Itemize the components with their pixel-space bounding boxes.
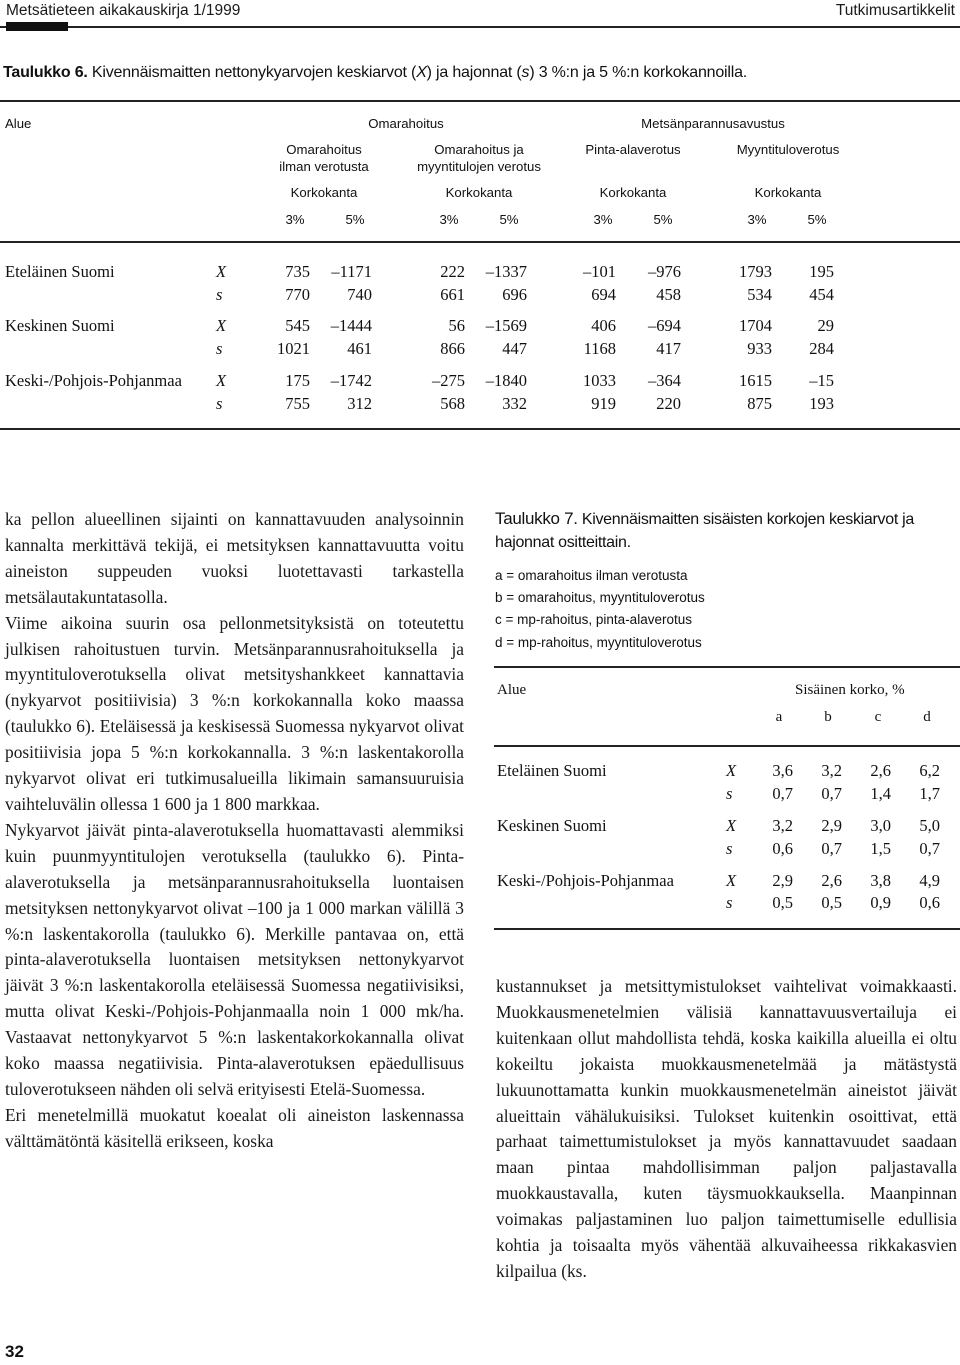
table6-cell: 56 [448, 316, 465, 335]
table7-cell: 2,6 [821, 871, 842, 890]
table6-cell: –1444 [330, 316, 372, 335]
table6-cell: 933 [747, 339, 772, 358]
table6-cell: –976 [648, 262, 681, 281]
table7-legend-item: c = mp-rahoitus, pinta-alaverotus [495, 612, 692, 627]
table6-cell: –1569 [485, 316, 527, 335]
table6-header-group2: Metsänparannusavustus [641, 116, 785, 131]
table7-cell: 1,7 [919, 784, 940, 803]
table7-stat: X [726, 816, 737, 835]
header-rule [0, 26, 960, 28]
table6-cell: 193 [809, 394, 834, 413]
right-column-text [496, 974, 957, 1285]
paragraph: kustannukset ja metsittymistulokset vaihtelivat voimakkaasti. Muokkausmenetelmien välisiä kannattavuusvertailuja ei kuitenkaan ollut mahdollista tehdä, koska kaikilla alueilla ei oltu kokeiltu jokaista muokkausmenetelmää ja mätästystä lukuunottamatta kunkin muokkausmenetelmän aineistot jäivät alueittain vähälukuisiksi. Tulokset kuitenkin osoittivat, että parhaat taimettumistulokset ja myös kannattavuudet saadaan maan pintaa mahdollisimman paljon paljastavalla muokkaustavalla, kuten täysmuokkauksella. Maanpinnan voimakas paljastaminen luo paljon taimettumiselle edullisia kohtia ja toisaalta myös vähentää alkuvaiheessa rikkakasvien kilpailua (ks. [496, 976, 957, 1281]
table6-rate: 5% [499, 212, 519, 227]
table7-header-rule [494, 745, 960, 747]
table6-rate: 5% [653, 212, 673, 227]
table6-rate: 5% [345, 212, 365, 227]
table6-cell: 1704 [739, 316, 772, 335]
table7-cell: 2,6 [870, 761, 891, 780]
page-number: 32 [5, 1342, 24, 1361]
table7-caption [495, 507, 957, 554]
table6-cell: 1615 [739, 371, 772, 390]
table6-caption-part3: ) 3 %:n ja 5 %:n korkokannoilla. [529, 64, 748, 81]
table7-cell: 3,8 [870, 871, 891, 890]
table6-cell: 220 [656, 394, 681, 413]
table7-header-group: Sisäinen korko, % [795, 682, 905, 698]
table6-korkokanta-2: Korkokanta [445, 185, 513, 200]
table6-caption-s: s [521, 64, 530, 81]
table7-cell: 3,2 [772, 816, 793, 835]
table6-cell: 866 [440, 339, 465, 358]
table7-header-col: c [874, 709, 882, 725]
section-label: Tutkimusartikkelit [835, 2, 955, 19]
table6-cell: 1021 [277, 339, 310, 358]
table7-caption-lead: Taulukko 7. [495, 509, 578, 528]
table6-stat: s [216, 394, 223, 413]
table7-cell: 4,9 [919, 871, 940, 890]
table6-cell: 875 [747, 394, 772, 413]
table6-cell: 417 [656, 339, 681, 358]
table7-header-col: a [775, 709, 783, 725]
table6-cell: 175 [285, 371, 310, 390]
table6-cell: 284 [809, 339, 834, 358]
paragraph: ka pellon alueellinen sijainti on kannattavuuden analysoinnin kannalta merkittävä tekijä, ei metsityksen kannattavuutta voitu aineiston suppeuden vuoksi luotettavasti tarkastella metsälautakuntatasolla. [5, 509, 464, 607]
table6-rate: 3% [285, 212, 305, 227]
table6-stat: s [216, 339, 223, 358]
table6-cell: –694 [648, 316, 681, 335]
table6-cell: 29 [817, 316, 834, 335]
table7-cell: 0,7 [821, 839, 842, 858]
table6-cell: –364 [648, 371, 681, 390]
table7-header-alue: Alue [497, 682, 527, 698]
table6-rate: 5% [807, 212, 827, 227]
table7-cell: 0,6 [919, 893, 940, 912]
table7-stat: s [726, 784, 733, 803]
table6-caption-part1: Kivennäismaitten nettonykyarvojen keskiarvot ( [87, 64, 417, 81]
table7-cell: 0,9 [870, 893, 891, 912]
table7-region: Keskinen Suomi [497, 816, 607, 835]
table6-cell: –101 [583, 262, 616, 281]
table6-sub2-line2: myyntitulojen verotus [417, 159, 541, 174]
table7-cell: 2,9 [772, 871, 793, 890]
table7-cell: 0,6 [772, 839, 793, 858]
table6-rate: 3% [747, 212, 767, 227]
table6-cell: –1337 [485, 262, 527, 281]
table6-cell: –15 [809, 371, 834, 390]
table6-cell: 919 [591, 394, 616, 413]
table6-rate: 3% [439, 212, 459, 227]
table6-sub1-line1: Omarahoitus [286, 142, 362, 157]
table6-cell: 1793 [739, 262, 772, 281]
table7-cell: 6,2 [919, 761, 940, 780]
table6-header-alue: Alue [5, 116, 32, 131]
table6-cell: 545 [285, 316, 310, 335]
table7-cell: 3,2 [821, 761, 842, 780]
table7-cell: 2,9 [821, 816, 842, 835]
table7-cell: 1,5 [870, 839, 891, 858]
table6-top-rule [0, 100, 960, 102]
table6-header-rule [0, 241, 960, 243]
table7-legend-item: b = omarahoitus, myyntituloverotus [495, 590, 705, 605]
table6-cell: 735 [285, 262, 310, 281]
table7-cell: 0,5 [821, 893, 842, 912]
table6-cell: 332 [502, 394, 527, 413]
table7-cell: 0,7 [821, 784, 842, 803]
table6-cell: 454 [809, 285, 834, 304]
table7-header-col: d [923, 709, 931, 725]
table6-caption-lead: Taulukko 6. [3, 64, 88, 81]
table6-stat: X [216, 316, 227, 335]
table7-cell: 0,7 [772, 784, 793, 803]
table6-cell: 312 [347, 394, 372, 413]
table6-korkokanta-4: Korkokanta [754, 185, 822, 200]
table7-cell: 5,0 [919, 816, 940, 835]
table6-cell: 755 [285, 394, 310, 413]
table6-sub1-line2: ilman verotusta [279, 159, 369, 174]
table6-cell: 461 [347, 339, 372, 358]
table7-top-rule [494, 666, 960, 668]
table6-region: Keskinen Suomi [5, 316, 115, 335]
table7-cell: 3,6 [772, 761, 793, 780]
table6-sub2-line1: Omarahoitus ja [434, 142, 524, 157]
table6-caption [3, 64, 747, 82]
table7-stat: X [726, 871, 737, 890]
table7-legend-item: a = omarahoitus ilman verotusta [495, 568, 688, 583]
table6-region: Eteläinen Suomi [5, 262, 115, 281]
table6-korkokanta-1: Korkokanta [290, 185, 358, 200]
table6-caption-x: X [416, 64, 427, 81]
table6-stat: X [216, 371, 227, 390]
table6-stat: s [216, 285, 223, 304]
table6-cell: 740 [347, 285, 372, 304]
table6-sub4: Myyntituloverotus [736, 142, 840, 157]
table6-cell: –1840 [485, 371, 527, 390]
table6-region: Keski-/Pohjois-Pohjanmaa [5, 371, 182, 390]
table6-rate: 3% [593, 212, 613, 227]
paragraph: Nykyarvot jäivät pinta-alaverotuksella huomattavasti alemmiksi kuin puunmyyntitulojen verotuksella (taulukko 6). Pinta-alaverotuksella ja metsänparannusrahoituksella luontaisen metsityksen nettonykyarvot olivat –100 ja 1 000 markan välillä 3 %:n laskentakorolla (taulukko 6). Merkille pantavaa on, että pinta-alaverotuksella luontaisen metsityksen nettonykyarvot jäivät 3 %:n laskentakorolla eteläisessä Suomessa negatiivisiksi, mutta olivat Keski-/Pohjois-Pohjanmaalla noin 1 000 mk/ha. Vastaavat nettonykyarvot 5 %:n laskentakorkokannalla olivat koko maassa negatiivisia. Pinta-alaverotuksen epäedullisuus tuloverotukseen nähden oli selvä erityisesti Etelä-Suomessa. [5, 819, 464, 1099]
table6-cell: 568 [440, 394, 465, 413]
table7-region: Eteläinen Suomi [497, 761, 607, 780]
table7-region: Keski-/Pohjois-Pohjanmaa [497, 871, 674, 890]
table6-korkokanta-3: Korkokanta [599, 185, 667, 200]
table7-legend-item: d = mp-rahoitus, myyntituloverotus [495, 635, 702, 650]
table6-cell: 534 [747, 285, 772, 304]
table6-cell: 1168 [583, 339, 616, 358]
table6-cell: 1033 [583, 371, 616, 390]
header-bar [6, 22, 68, 31]
table6-caption-part2: ) ja hajonnat ( [426, 64, 522, 81]
table7-header-col: b [824, 709, 832, 725]
table7-stat: s [726, 893, 733, 912]
paragraph: Eri menetelmillä muokatut koealat oli aineiston laskennassa välttämätöntä käsitellä erikseen, koska [5, 1104, 464, 1151]
table6-cell: –1742 [330, 371, 372, 390]
table7-stat: s [726, 839, 733, 858]
table6-cell: 195 [809, 262, 834, 281]
paragraph: Viime aikoina suurin osa pellonmetsityksistä on toteutettu julkisen rahoitustuen turvin. Metsänparannusrahoituksella ja myyntituloverotuksella olivat metsityshankkeet kannattavia (nykyarvot positiivisia) 3 %:n korkokannalla koko maassa (taulukko 6). Eteläisessä ja keskisessä Suomessa nykyarvot olivat positiivisia jopa 5 %:n korkokannalla. 3 %:n laskentakorolla nykyarvot olivat eri tutkimusalueilla likimain samansuuruisia vaihteluvälin ollessa 1 600 ja 1 800 markkaa. [5, 612, 464, 814]
table6-cell: 406 [591, 316, 616, 335]
table6-header-group1: Omarahoitus [368, 116, 444, 131]
table6-bottom-rule [0, 428, 960, 430]
table6-stat: X [216, 262, 227, 281]
table7-cell: 0,5 [772, 893, 793, 912]
running-header [0, 0, 960, 24]
table6-cell: 696 [502, 285, 527, 304]
table6-cell: 222 [440, 262, 465, 281]
table7-stat: X [726, 761, 737, 780]
table6-cell: 458 [656, 285, 681, 304]
table7-caption-rest: Kivennäismaitten sisäisten korkojen keskiarvot ja hajonnat ositteittain. [495, 511, 914, 551]
journal-title: Metsätieteen aikakauskirja 1/1999 [6, 2, 241, 19]
table6-cell: 694 [591, 285, 616, 304]
table6-sub3: Pinta-alaverotus [585, 142, 681, 157]
table7-cell: 0,7 [919, 839, 940, 858]
table6-cell: 770 [285, 285, 310, 304]
table6-cell: 661 [440, 285, 465, 304]
table6-cell: –275 [432, 371, 465, 390]
table6-cell: –1171 [331, 262, 372, 281]
table6-cell: 447 [502, 339, 527, 358]
left-column-text [5, 507, 464, 1155]
table7-bottom-rule [494, 928, 960, 930]
table7-cell: 1,4 [870, 784, 891, 803]
table7-cell: 3,0 [870, 816, 891, 835]
